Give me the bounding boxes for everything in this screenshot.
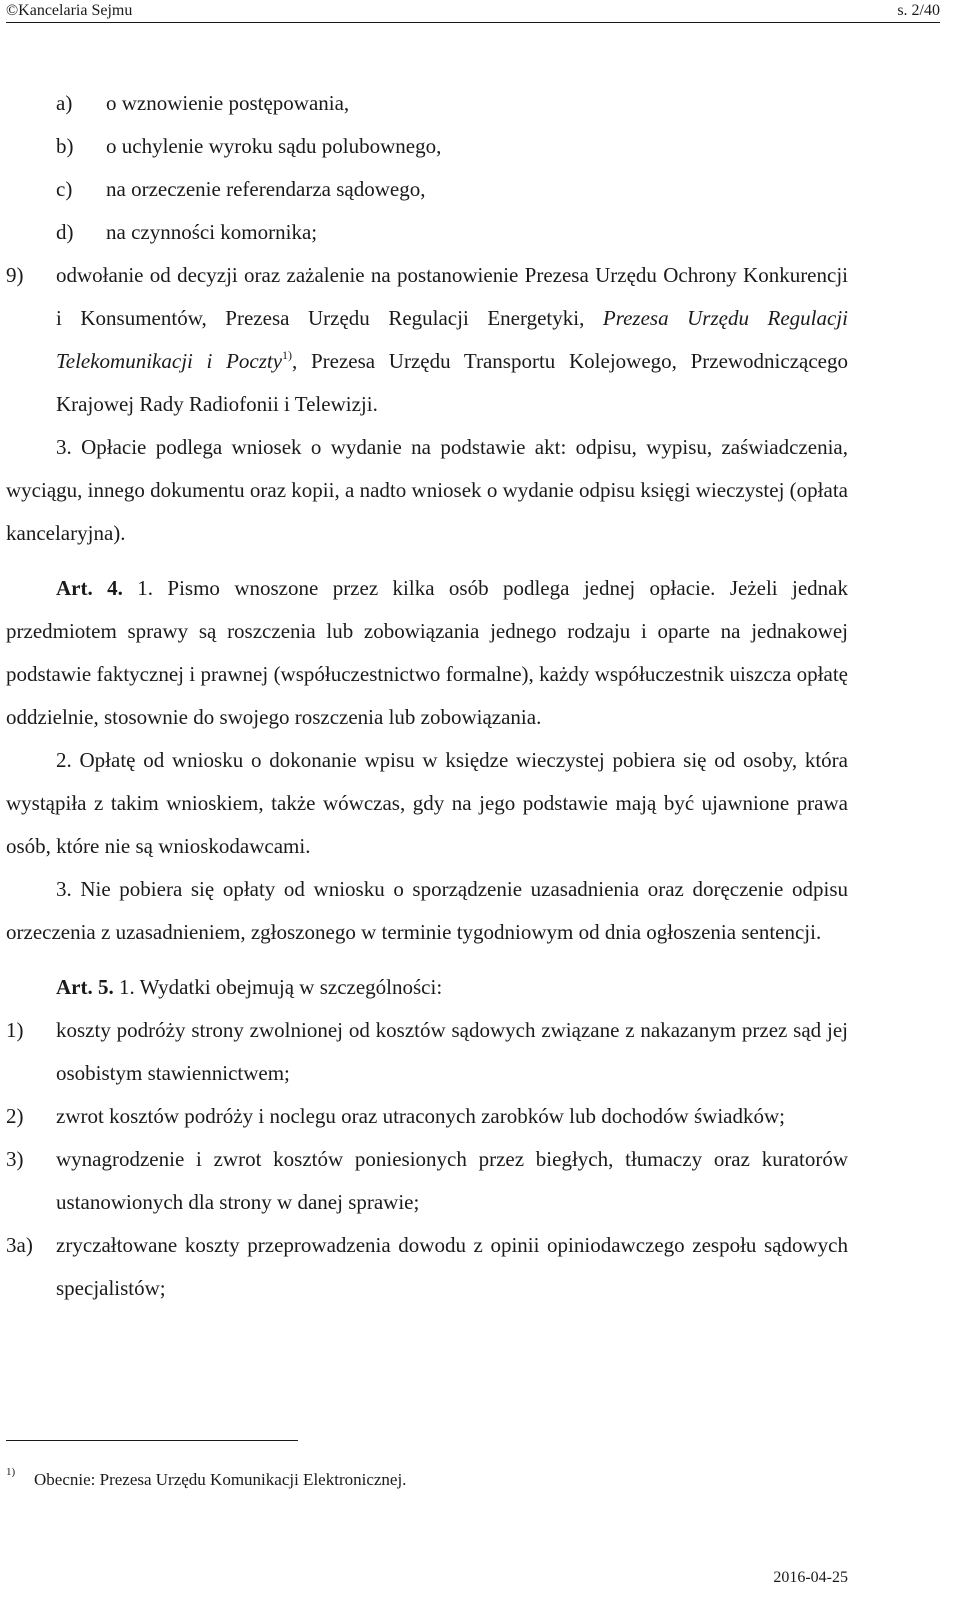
list-item <box>6 168 848 211</box>
list-item <box>6 125 848 168</box>
list-item-text: zwrot kosztów podróży i noclegu oraz utraconych zarobków lub dochodów świadków; <box>56 1104 785 1128</box>
list-item-label: a) <box>56 91 73 115</box>
list-item-label: 9) <box>6 263 24 287</box>
footnote-text: Obecnie: Prezesa Urzędu Komunikacji Elektronicznej. <box>34 1470 407 1489</box>
footnote <box>6 1466 407 1490</box>
list-item <box>6 1009 848 1095</box>
list-item-text: wynagrodzenie i zwrot kosztów poniesionych przez biegłych, tłumaczy oraz kuratorów ustanowionych dla strony w danej sprawie; <box>56 1147 848 1214</box>
article-4-paragraph-1 <box>6 567 848 739</box>
list-item-text: o uchylenie wyroku sądu polubownego, <box>106 134 442 158</box>
list-item-label: 3a) <box>6 1233 33 1257</box>
list-item-label: c) <box>56 177 73 201</box>
header-copyright: ©Kancelaria Sejmu <box>6 2 133 19</box>
list-item-text: zryczałtowane koszty przeprowadzenia dowodu z opinii opiniodawczego zespołu sądowych specjalistów; <box>56 1233 848 1300</box>
article-4-paragraph-3: 3. Nie pobiera się opłaty od wniosku o sporządzenie uzasadnienia oraz doręczenie odpisu orzeczenia z uzasadnieniem, zgłoszonego w terminie tygodniowym od dnia ogłoszenia sentencji. <box>6 877 848 944</box>
list-item-label: 3) <box>6 1147 24 1171</box>
header-rule <box>6 22 940 23</box>
list-item-label: 2) <box>6 1104 24 1128</box>
footnote-ref: 1) <box>282 348 293 362</box>
list-item-label: 1) <box>6 1018 24 1042</box>
footer-date: 2016-04-25 <box>773 1569 848 1586</box>
page-header <box>6 0 940 24</box>
list-item <box>6 1095 848 1138</box>
article-5-intro-text: 1. Wydatki obejmują w szczególności: <box>113 975 443 999</box>
footnote-separator <box>6 1440 298 1441</box>
article-4-heading: Art. 4. <box>56 576 123 600</box>
list-item <box>6 1138 848 1224</box>
item9-italic-text: Prezesa Urzędu Regulacji Telekomunikacji i Poczty <box>56 306 848 373</box>
list-item-text: na orzeczenie referendarza sądowego, <box>106 177 426 201</box>
article-5-intro <box>6 966 848 1009</box>
footnote-mark: 1) <box>6 1466 16 1478</box>
list-item-text: koszty podróży strony zwolnionej od kosztów sądowych związane z nakazanym przez sąd jej osobistym stawiennictwem; <box>56 1018 848 1085</box>
article-4-text: 1. Pismo wnoszone przez kilka osób podlega jednej opłacie. Jeżeli jednak przedmiotem sprawy są roszczenia lub zobowiązania jednego rodzaju i oparte na jednakowej podstawie faktycznej i prawnej (współuczestnictwo formalne), każdy współuczestnik uiszcza opłatę oddzielnie, stosownie do swojego roszczenia lub zobowiązania. <box>6 576 848 729</box>
item9-text-1: odwołanie od decyzji oraz zażalenie na postanowienie Prezesa Urzędu Ochrony Konkurencji i Konsumentów, Prezesa Urzędu Regulacji Energetyki, <box>56 263 848 330</box>
page-number: s. 2/40 <box>897 2 940 19</box>
list-item <box>6 1224 848 1310</box>
list-item-text: na czynności komornika; <box>106 220 318 244</box>
list-item-text: o wznowienie postępowania, <box>106 91 350 115</box>
list-item <box>6 82 848 125</box>
article-4-paragraph-2: 2. Opłatę od wniosku o dokonanie wpisu w księdze wieczystej pobiera się od osoby, która wystąpiła z takim wnioskiem, także wówczas, gdy na jego podstawie mają być ujawnione prawa osób, które nie są wnioskodawcami. <box>6 748 848 858</box>
list-item <box>6 211 848 254</box>
list-item-label: b) <box>56 134 74 158</box>
paragraph-3: 3. Opłacie podlega wniosek o wydanie na podstawie akt: odpisu, wypisu, zaświadczenia, wyciągu, innego dokumentu oraz kopii, a nadto wniosek o wydanie odpisu księgi wieczystej (opłata kancelaryjna). <box>6 435 848 545</box>
list-item-9 <box>6 254 848 426</box>
list-item-label: d) <box>56 220 74 244</box>
document-body <box>6 82 848 1310</box>
article-5-heading: Art. 5. <box>56 975 114 999</box>
item9-text-3: , Prezesa Urzędu Transportu Kolejowego, Przewodniczącego Krajowej Rady Radiofonii i Telewizji. <box>56 349 848 416</box>
